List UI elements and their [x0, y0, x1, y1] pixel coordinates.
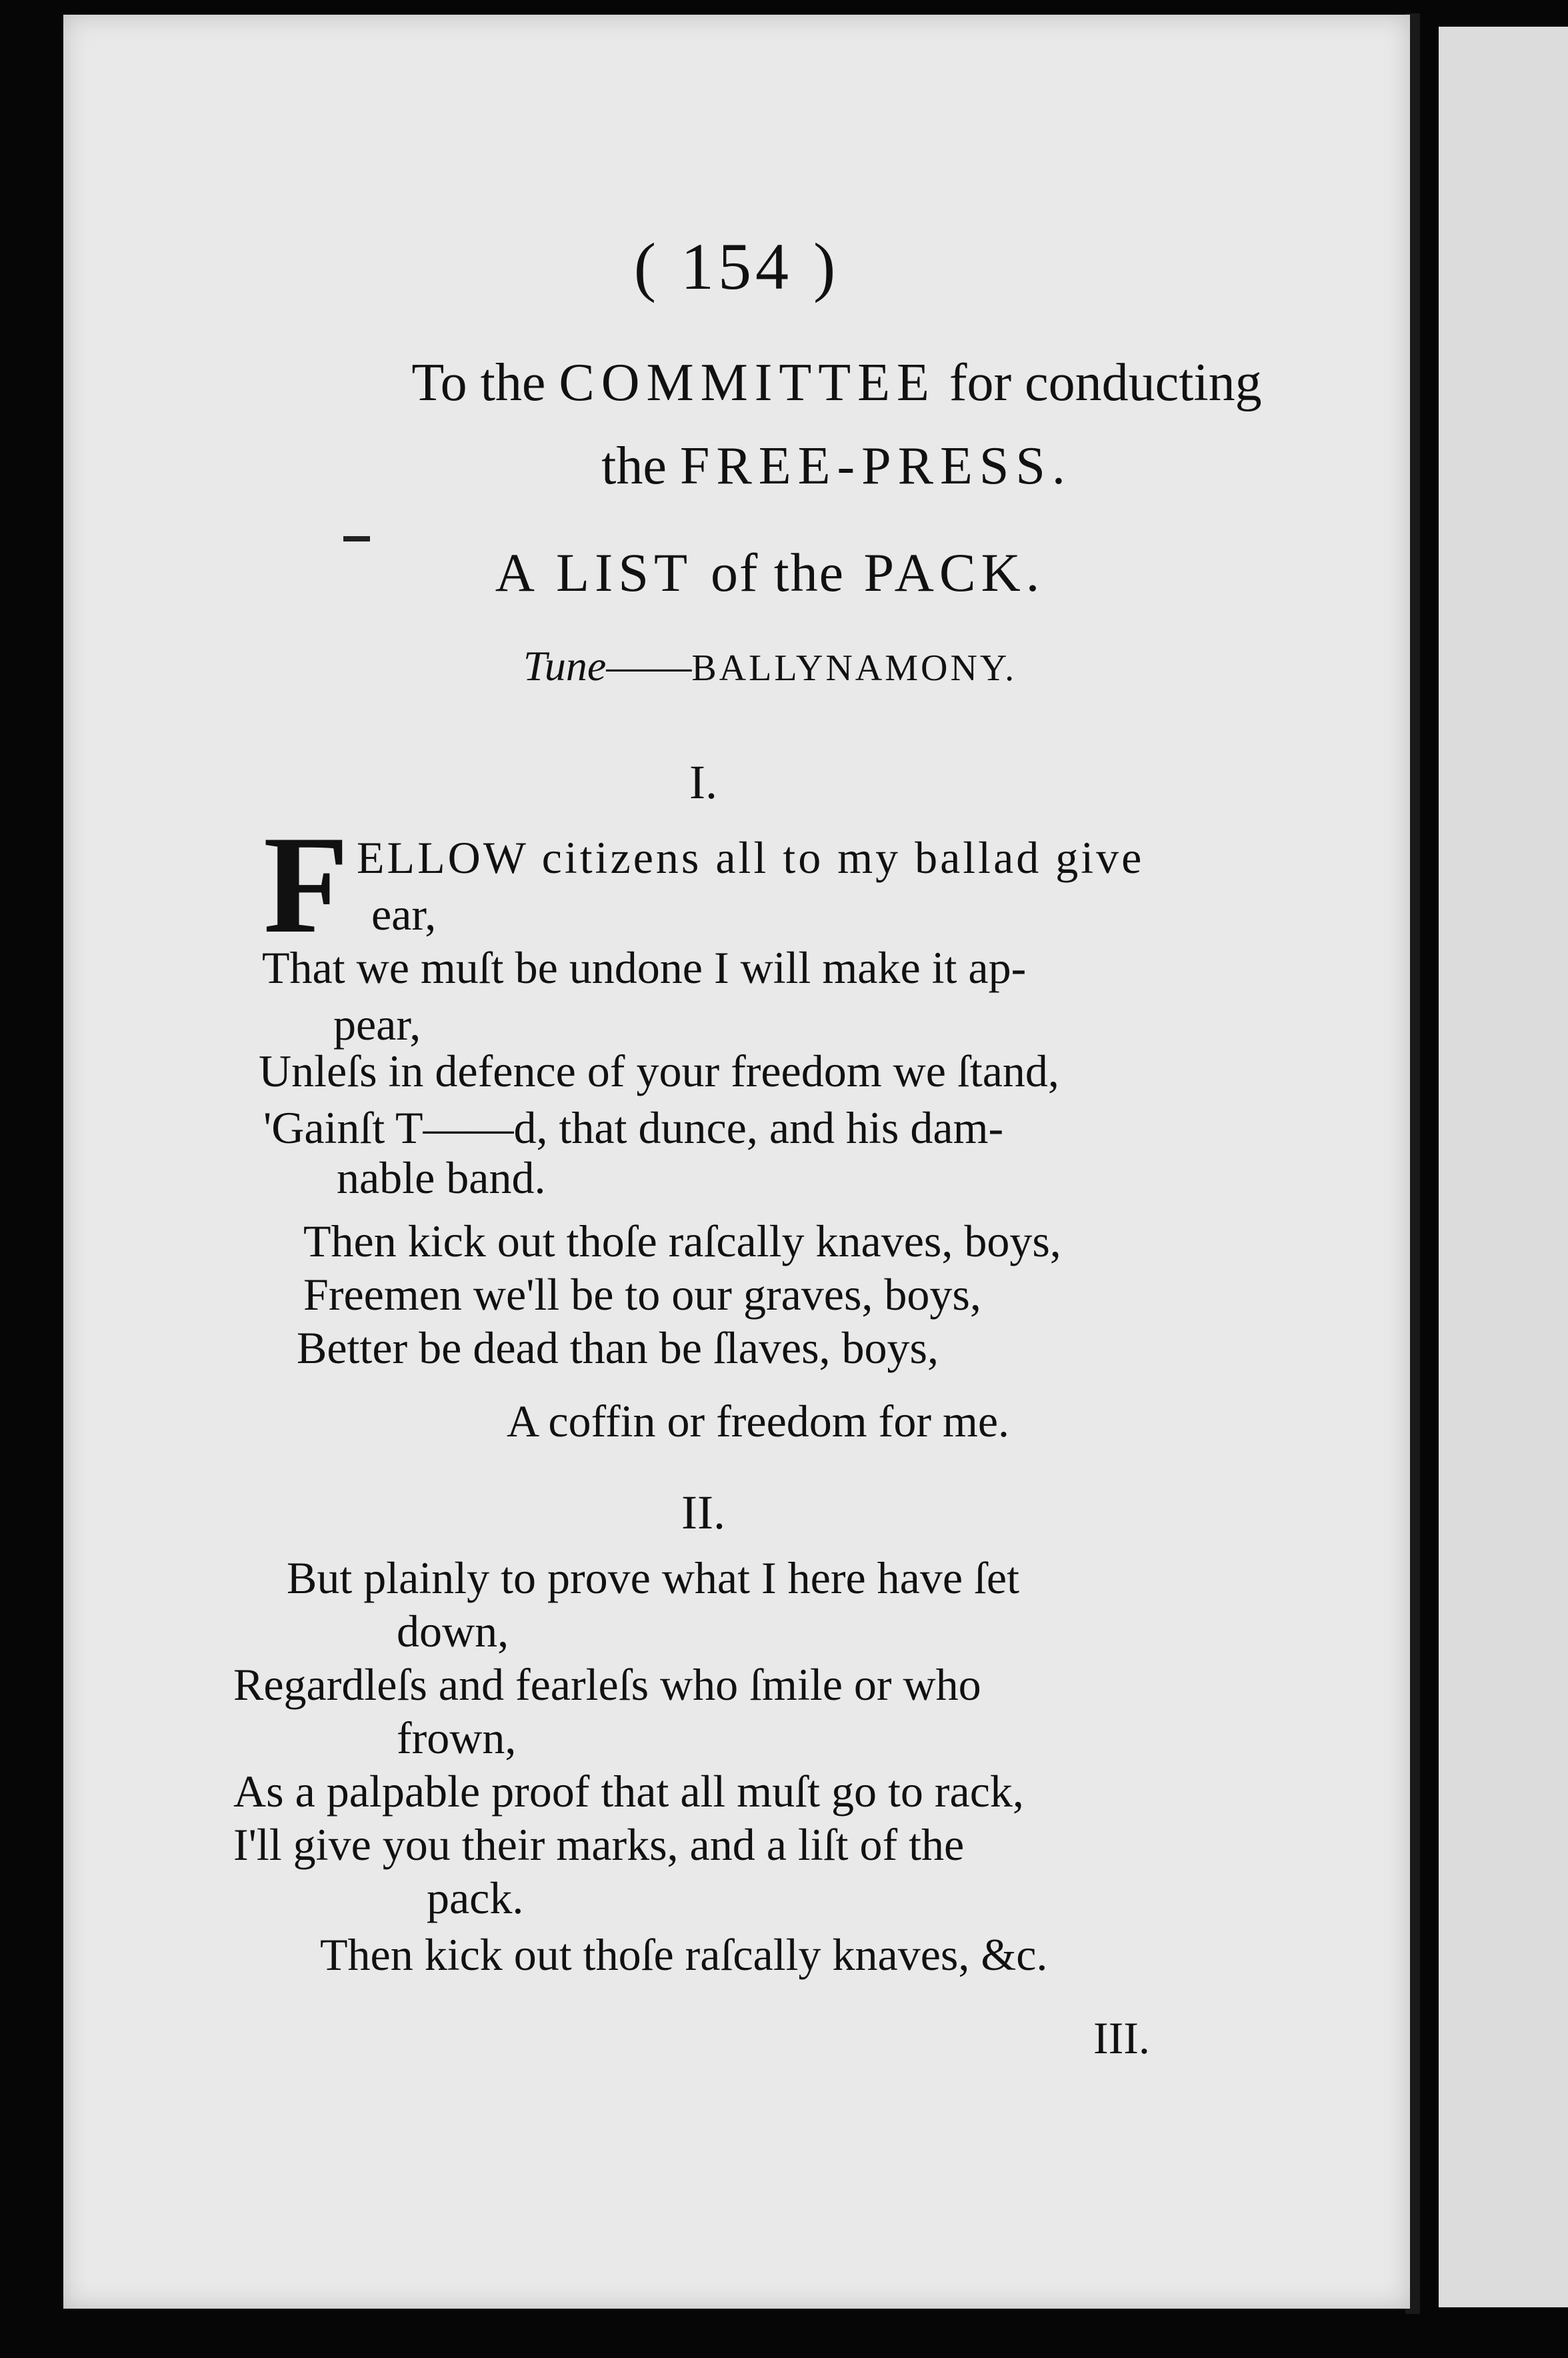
heading-line-1-post: for conducting	[935, 353, 1262, 412]
stanza-2-line-2: down,	[397, 1606, 509, 1656]
book-page	[63, 15, 1410, 2309]
stanza-2-line-1: But plainly to prove what I here have ſet	[287, 1552, 1019, 1603]
stanza-1-line-3: That we muſt be undone I will make it ap-	[262, 942, 1027, 993]
tune-label: Tune	[523, 642, 607, 690]
stanza-1-line-5: Unleſs in defence of your freedom we ſtand,	[259, 1046, 1059, 1096]
stanza-1-line-1: ELLOW citizens all to my ballad give	[357, 832, 1145, 883]
facing-page-edge	[1439, 27, 1568, 2307]
stanza-1-chorus-1: Then kick out thoſe raſcally knaves, boys,	[303, 1216, 1061, 1266]
stanza-2-line-6: I'll give you their marks, and a liſt of the	[233, 1819, 965, 1870]
stanza-number-1: I.	[689, 756, 717, 809]
heading-line-1-pre: To the	[411, 353, 559, 412]
tune-dash: ——	[606, 642, 692, 690]
stanza-2-line-5: As a palpable proof that all muſt go to rack,	[233, 1766, 1024, 1817]
list-title-a: A	[495, 542, 537, 603]
heading-free-press: FREE-PRESS.	[679, 437, 1072, 495]
stanza-1-chorus-4: A coffin or freedom for me.	[507, 1396, 1010, 1446]
page-number: ( 154 )	[633, 229, 840, 303]
list-title	[303, 541, 1237, 604]
drop-cap: F	[263, 808, 349, 962]
heading-line-1	[303, 348, 1370, 417]
stanza-number-2: II.	[681, 1486, 725, 1539]
stanza-2-chorus-1: Then kick out thoſe raſcally knaves, &c.	[320, 1929, 1048, 1980]
tune-line	[303, 642, 1237, 691]
stray-dash-mark	[343, 536, 370, 541]
stanza-2-line-3: Regardleſs and fearleſs who ſmile or who	[233, 1659, 981, 1710]
list-title-list: LIST	[555, 542, 692, 603]
tune-name: BALLYNAMONY.	[691, 648, 1017, 689]
heading-line-2	[303, 431, 1370, 501]
list-title-of-the: of the	[711, 542, 845, 603]
stanza-1-chorus-3: Better be dead than be ſlaves, boys,	[297, 1322, 939, 1373]
list-title-pack: PACK.	[863, 542, 1045, 603]
stanza-2-line-7: pack.	[427, 1873, 524, 1923]
stanza-2-line-4: frown,	[397, 1712, 517, 1763]
stanza-1-chorus-2: Freemen we'll be to our graves, boys,	[303, 1269, 981, 1320]
stanza-1-line-7: nable band.	[337, 1152, 546, 1203]
catchword: III.	[1093, 2013, 1150, 2063]
stanza-1-line-4: pear,	[333, 999, 421, 1050]
heading-committee: COMMITTEE	[559, 353, 936, 412]
stanza-1-line-2: ear,	[371, 889, 437, 940]
stanza-1-line-6: 'Gainſt T——d, that dunce, and his dam-	[263, 1102, 1004, 1153]
heading-line-2-pre: the	[601, 437, 680, 495]
